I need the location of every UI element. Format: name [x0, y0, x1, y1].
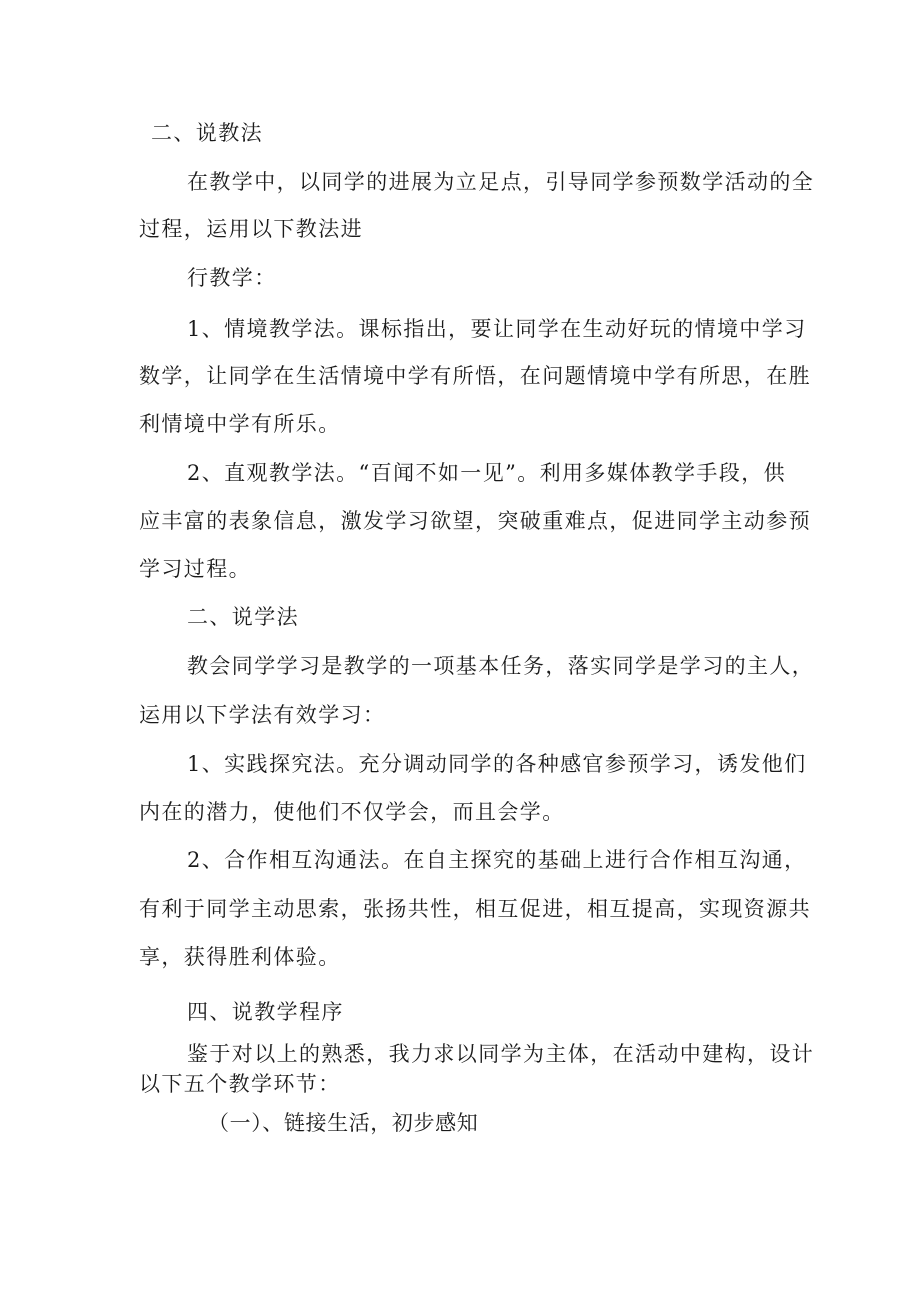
paragraph-line: 应丰富的表象信息，激发学习欲望，突破重难点，促进同学主动参预: [139, 509, 811, 533]
section-heading-learning-methods: 二、说学法: [187, 605, 299, 629]
paragraph-line: 教会同学学习是教学的一项基本任务，落实同学是学习的主人，: [187, 654, 815, 678]
paragraph-line: 利情境中学有所乐。: [139, 412, 341, 436]
paragraph-line: 2、合作相互沟通法。在自主探究的基础上进行合作相互沟通，: [187, 848, 807, 872]
paragraph-line: 运用以下学法有效学习：: [139, 703, 386, 727]
paragraph-line: 有利于同学主动思索，张扬共性，相互促进，相互提高，实现资源共: [139, 897, 811, 921]
paragraph-line: 2、直观教学法。“百闻不如一见”。利用多媒体教学手段，供: [187, 461, 787, 485]
paragraph-line: 数学，让同学在生活情境中学有所悟，在问题情境中学有所思，在胜: [139, 364, 811, 388]
paragraph-line: 行教学：: [187, 266, 277, 290]
paragraph-line: 1、实践探究法。充分调动同学的各种感官参预学习，诱发他们: [187, 752, 807, 776]
paragraph-line: 学习过程。: [139, 557, 251, 581]
section-heading-teaching-procedure: 四、说教学程序: [187, 1000, 344, 1024]
paragraph-line: 享，获得胜利体验。: [139, 945, 341, 969]
paragraph-line: 以下五个教学环节：: [139, 1072, 341, 1096]
paragraph-line: 鉴于对以上的熟悉，我力求以同学为主体，在活动中建构，设计: [187, 1042, 815, 1066]
section-heading-teaching-methods: 二、说教法: [151, 121, 263, 145]
paragraph-line: 过程，运用以下教法进: [139, 217, 363, 241]
paragraph-line: 在教学中，以同学的进展为立足点，引导同学参预数学活动的全: [187, 170, 815, 194]
paragraph-line: 1、情境教学法。课标指出，要让同学在生动好玩的情境中学习: [187, 317, 807, 341]
paragraph-line: 内在的潜力，使他们不仅学会，而且会学。: [139, 800, 565, 824]
subsection-heading: （一）、链接生活，初步感知: [208, 1111, 479, 1135]
